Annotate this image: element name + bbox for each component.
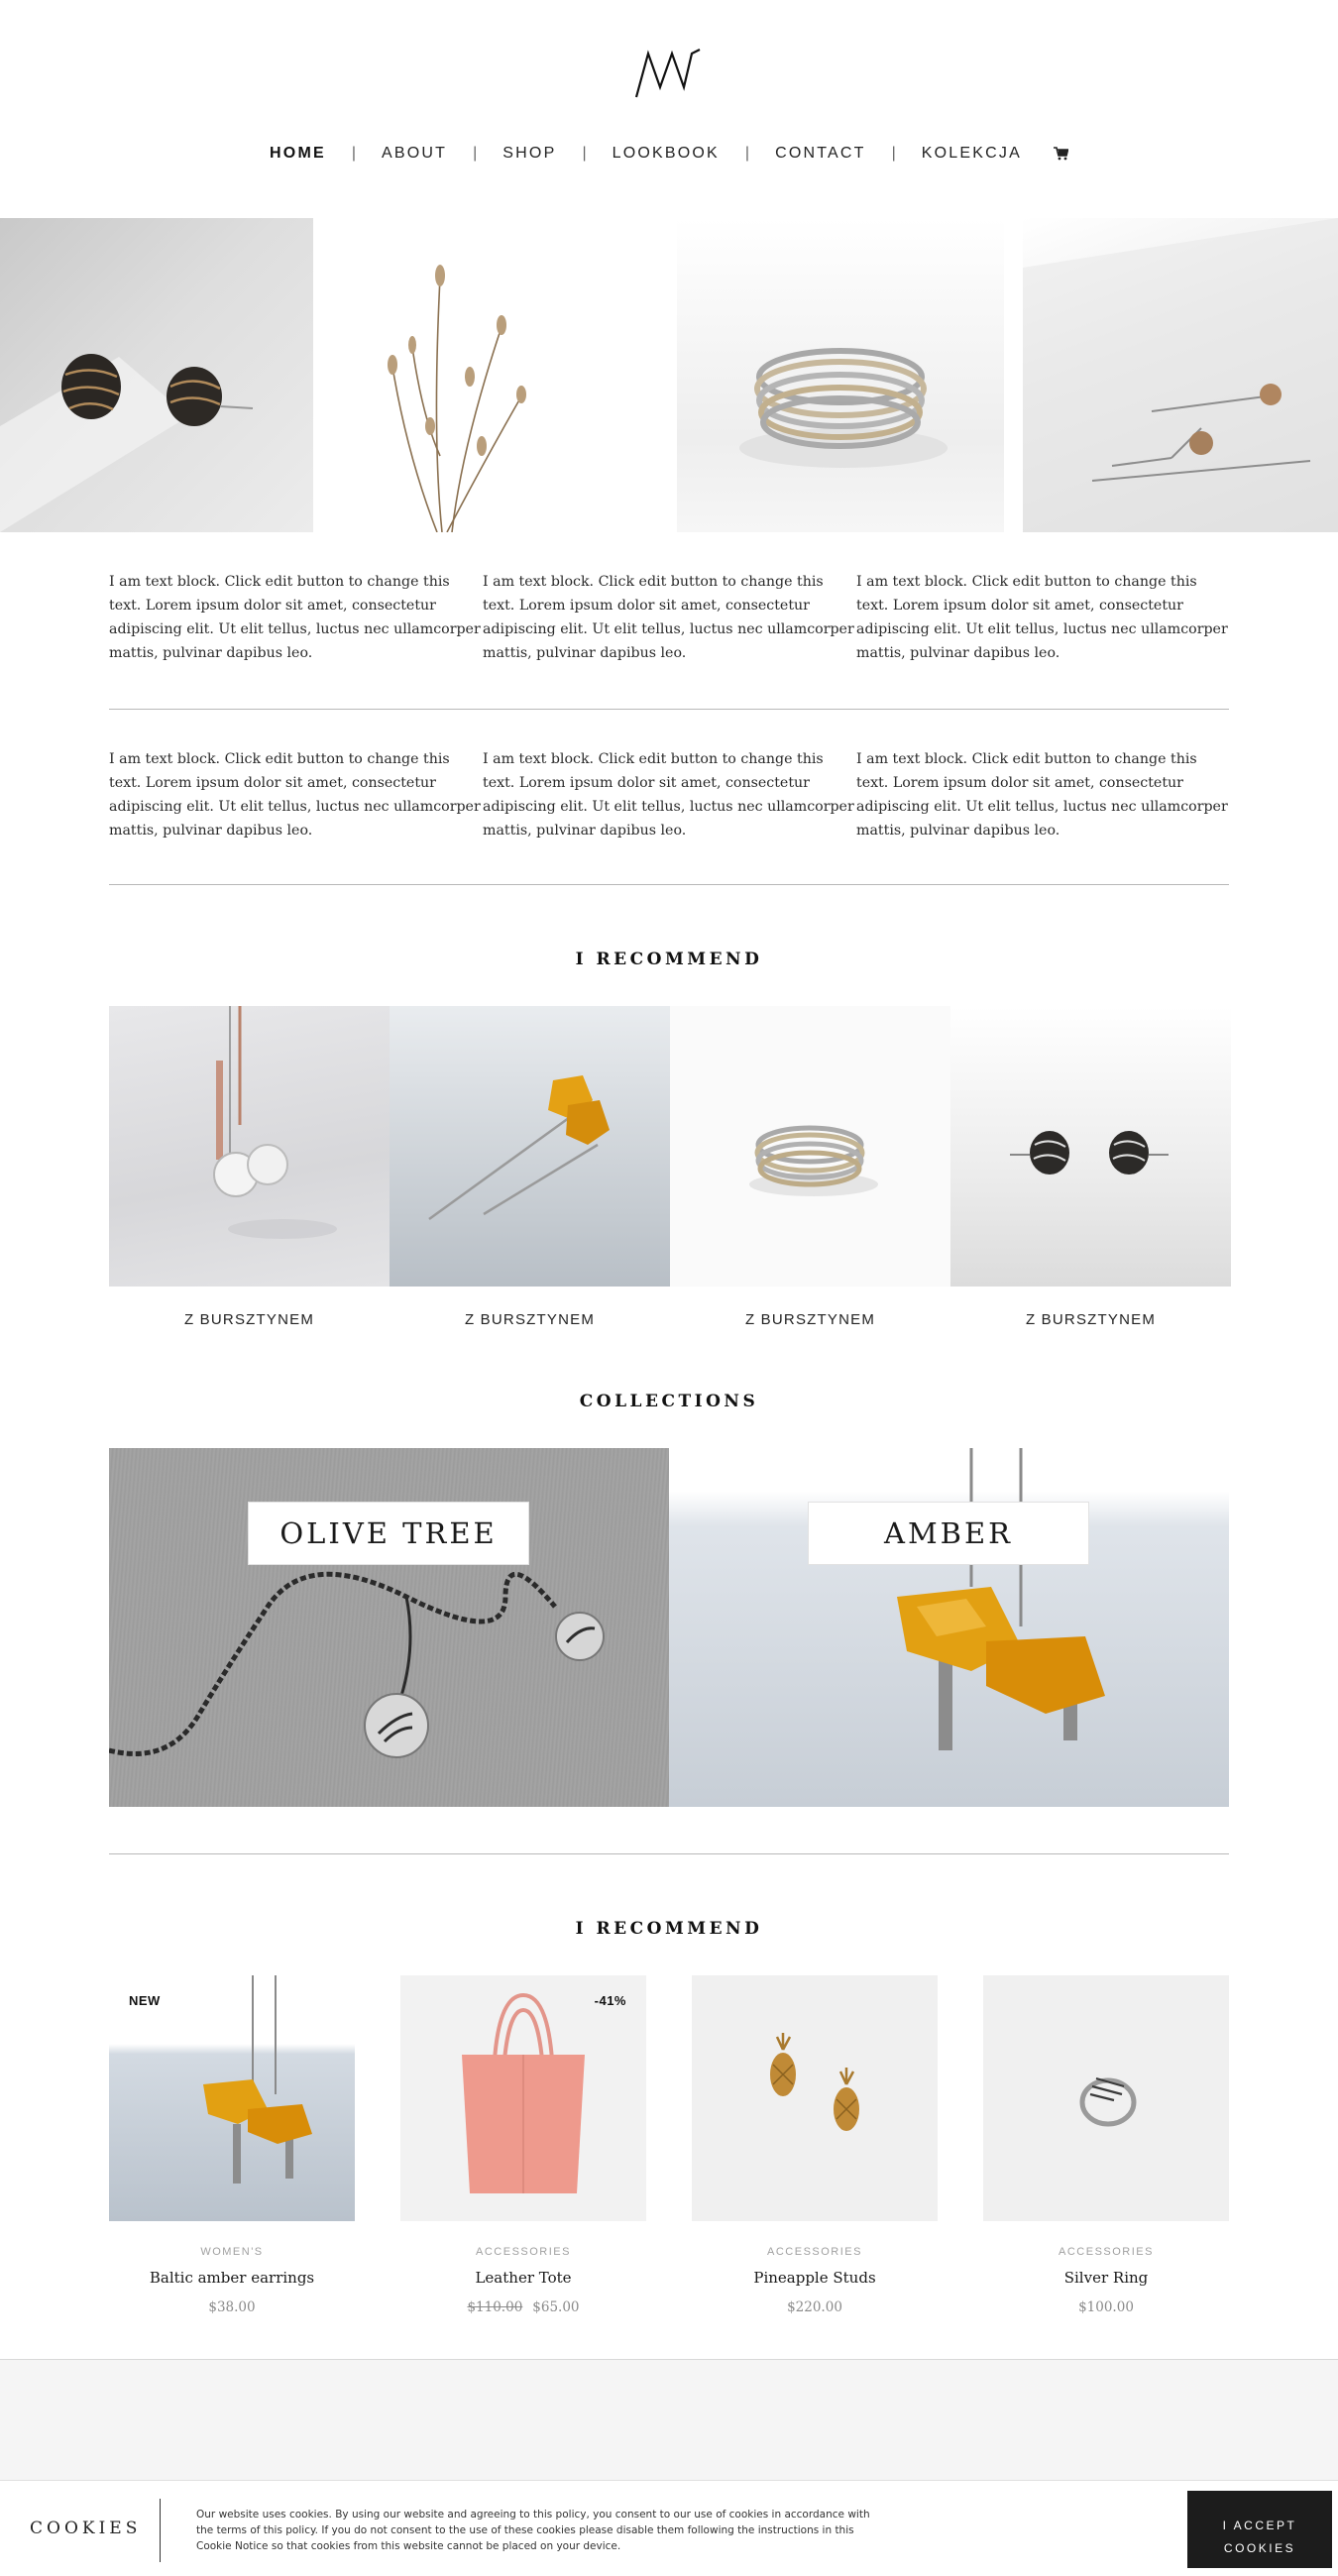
cookie-divider — [160, 2499, 161, 2562]
recommend-label[interactable]: Z BURSZTYNEM — [183, 1311, 315, 1328]
accept-cookies-label-line2: COOKIES — [1223, 2541, 1296, 2555]
recommend-label[interactable]: Z BURSZTYNEM — [464, 1311, 596, 1328]
product-category[interactable]: ACCESSORIES — [767, 2246, 862, 2258]
cart-icon[interactable] — [1054, 147, 1068, 161]
recommend-tile[interactable] — [109, 1006, 390, 1287]
recommend-tile[interactable] — [950, 1006, 1231, 1287]
nav-kolekcja[interactable]: KOLEKCJA — [921, 145, 1022, 162]
product-name[interactable]: Silver Ring — [1063, 2269, 1149, 2287]
nav-home[interactable]: HOME — [270, 145, 326, 162]
recommend-label[interactable]: Z BURSZTYNEM — [744, 1311, 876, 1328]
nav-about[interactable]: ABOUT — [382, 145, 448, 162]
recommend-tile[interactable] — [390, 1006, 670, 1287]
text-block: I am text block. Click edit button to change this text. Lorem ipsum dolor sit amet, consectetur adipiscing elit. Ut elit tellus, luctus nec ullamcorper mattis, pulvinar dapibus leo. — [856, 574, 1228, 661]
product-category[interactable]: ACCESSORIES — [1059, 2246, 1154, 2258]
recommend-label[interactable]: Z BURSZTYNEM — [1025, 1311, 1157, 1328]
product-name[interactable]: Leather Tote — [475, 2269, 572, 2287]
product-badge-discount: -41% — [594, 1993, 626, 2008]
hero-image-bar-earrings — [1023, 218, 1338, 532]
product-price: $220.00 — [787, 2299, 842, 2315]
product-price-group — [400, 2299, 646, 2315]
text-block: I am text block. Click edit button to change this text. Lorem ipsum dolor sit amet, consectetur adipiscing elit. Ut elit tellus, luctus nec ullamcorper mattis, pulvinar dapibus leo. — [109, 574, 481, 661]
text-block: I am text block. Click edit button to change this text. Lorem ipsum dolor sit amet, consectetur adipiscing elit. Ut elit tellus, luctus nec ullamcorper mattis, pulvinar dapibus leo. — [483, 574, 854, 661]
product-image-silver-ring[interactable] — [983, 1975, 1229, 2221]
hero-image-stacked-rings — [677, 218, 1004, 532]
collection-label[interactable]: AMBER — [808, 1502, 1089, 1565]
mw-monogram-logo-icon[interactable] — [634, 48, 704, 99]
nav-shop[interactable]: SHOP — [502, 145, 557, 162]
product-image-pineapple-studs[interactable] — [692, 1975, 938, 2221]
collection-olive-tree[interactable] — [109, 1448, 669, 1807]
divider — [109, 709, 1229, 710]
product-name[interactable]: Pineapple Studs — [753, 2269, 876, 2287]
cookie-text: Our website uses cookies. By using our website and agreeing to this policy, you consent to our use of cookies in accordance with the terms of this policy. If you do not consent to the use of these cookies please disable them following the instructions in this Cookie Notice so that cookies from this website cannot be placed on your device. — [196, 2509, 870, 2552]
section-title-collections: COLLECTIONS — [579, 1392, 759, 1411]
accept-cookies-label-line1: I ACCEPT — [1222, 2519, 1297, 2532]
nav-separator: | — [744, 145, 750, 162]
accept-cookies-button[interactable] — [1187, 2491, 1332, 2568]
recommend-tile[interactable] — [670, 1006, 950, 1287]
product-price: $38.00 — [208, 2299, 256, 2315]
nav-separator: | — [582, 145, 587, 162]
text-block: I am text block. Click edit button to change this text. Lorem ipsum dolor sit amet, consectetur adipiscing elit. Ut elit tellus, luctus nec ullamcorper mattis, pulvinar dapibus leo. — [856, 751, 1228, 839]
cookie-title: COOKIES — [30, 2519, 142, 2538]
hero-image-dried-flowers — [313, 218, 677, 532]
text-block: I am text block. Click edit button to change this text. Lorem ipsum dolor sit amet, consectetur adipiscing elit. Ut elit tellus, luctus nec ullamcorper mattis, pulvinar dapibus leo. — [483, 751, 854, 839]
nav-lookbook[interactable]: LOOKBOOK — [612, 145, 720, 162]
cookie-notice-bar — [0, 2480, 1338, 2576]
nav-separator: | — [473, 145, 478, 162]
section-title-recommend: I RECOMMEND — [575, 950, 763, 969]
product-image-baltic-amber-earrings[interactable] — [109, 1975, 355, 2221]
divider — [109, 884, 1229, 885]
nav-separator: | — [891, 145, 896, 162]
product-category[interactable]: ACCESSORIES — [476, 2246, 571, 2258]
nav-separator: | — [351, 145, 357, 162]
product-old-price: $110.00 — [467, 2299, 523, 2315]
hero-image-black-studs — [0, 218, 313, 532]
product-category[interactable]: WOMEN'S — [200, 2246, 264, 2258]
nav-contact[interactable]: CONTACT — [775, 145, 866, 162]
product-name[interactable]: Baltic amber earrings — [149, 2269, 315, 2287]
product-badge-new: NEW — [129, 1993, 161, 2008]
collection-amber[interactable] — [669, 1448, 1229, 1807]
section-title-recommend: I RECOMMEND — [575, 1919, 763, 1939]
product-image-leather-tote[interactable] — [400, 1975, 646, 2221]
product-price: $65.00 — [532, 2299, 580, 2315]
product-price: $100.00 — [1078, 2299, 1134, 2315]
divider — [109, 1853, 1229, 1854]
main-nav — [0, 145, 1338, 163]
text-block: I am text block. Click edit button to change this text. Lorem ipsum dolor sit amet, consectetur adipiscing elit. Ut elit tellus, luctus nec ullamcorper mattis, pulvinar dapibus leo. — [109, 751, 481, 839]
collection-label[interactable]: OLIVE TREE — [248, 1502, 529, 1565]
